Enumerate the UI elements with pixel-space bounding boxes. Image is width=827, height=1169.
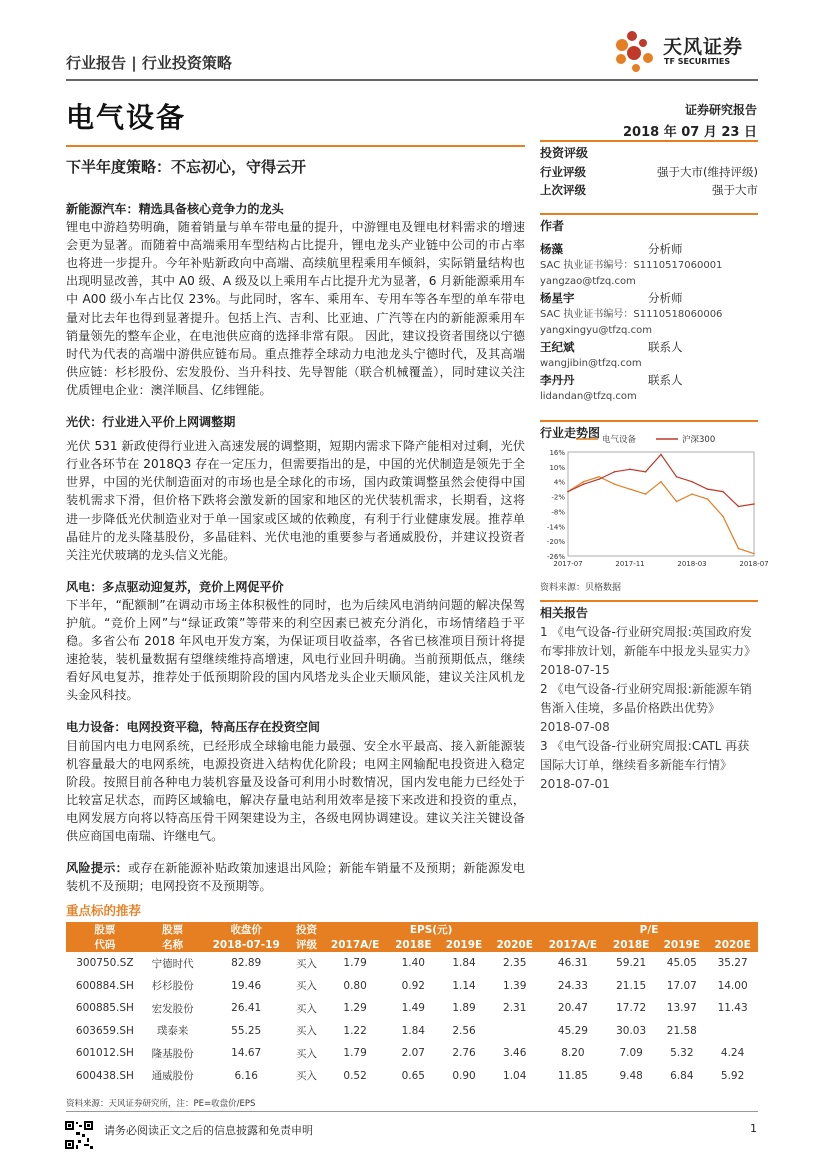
page-number: 1 [750,1122,757,1135]
table-cell: 82.89 [231,957,262,970]
section-heading: 新能源汽车：精选具备核心竞争力的龙头 [66,202,284,216]
x-tick-label: 2017-11 [615,560,645,568]
table-cell: 1.49 [401,1002,425,1015]
industry-trend-chart [540,428,769,578]
table-cell: 17.07 [666,979,697,992]
table-cell: 宁德时代 [151,957,194,970]
table-cell: 13.97 [666,1002,697,1015]
table-cell: 600885.SH [75,1002,134,1015]
series-point [753,553,755,555]
series-point [707,488,709,490]
table-cell: 隆基股份 [151,1047,194,1060]
author-email-link[interactable]: wangjibin@tfzq.com [540,358,642,369]
series-point [722,491,724,493]
table-cell: 35.27 [717,957,748,970]
series-point [629,488,631,490]
section-body: 目前国内电力电网系统，已经形成全球输电能力最强、安全水平最高、接入新能源装机容量最大的电网系统，电源投资进入结构优化阶段；电网主网输配电投资进入稳定阶段。按照目前各种电力装机容量及设备可利用小时数情况，国内发电能力已经处于比较富足状态，而跨区域输电，解决存量电站利用效率是接下来改进和投资的重点，电网发展方向将以特高压骨干网架建设为主，各级电网协调建设。建议关注关键设备供应商国电南瑞、许继电气。 [66,738,525,843]
table-cell: 7.09 [619,1047,643,1060]
sidebar [540,140,758,443]
section-body: 锂电中游趋势明确，随着销量与单车带电量的提升，中游锂电及锂电材料需求的增速会更为显著。而随着中高端乘用车型结构占比提升，锂电龙头产业链中公司的市占率也将进一步提升。今年补贴新政向中高端、高续航里程乘用车倾斜，实际销量结构也出现明显改善，其中 A0 级、A 级及以上乘用车占比提升尤为显著，6 月新能源乘用车中 A00 级小车占比仅 23%。与此同时，客车、乘用车、专用车等各车型的单车带电量对比去年也得到显著提升。包括上汽、吉利、比亚迪、广汽等在内的新能源乘用车销量领先的整车企业，在电池供应商的选择非常有限。 因此，建议投资者围绕以宁德时代为代表的高端中游供应链布局。重点推荐全球动力电池龙头宁德时代，及其高端供应链：杉杉股份、宏发股份、当升科技、先导智能（联合机械覆盖），同时建议关注优质锂电企业：澳洋顺昌、亿纬锂能。 [66,220,525,397]
table-cell: 9.48 [619,1069,643,1082]
section-heading: 光伏：行业进入平价上网调整期 [66,415,236,430]
table-cell: 璞泰来 [156,1025,189,1038]
table-cell: 1.79 [343,1047,367,1060]
table-cell: 买入 [296,1025,318,1038]
report-date: 2018 年 07 月 23 日 [623,125,757,140]
table-cell: 2.76 [452,1047,476,1060]
table-cell: 601012.SH [75,1047,134,1060]
author-email-link[interactable]: yangxingyu@tfzq.com [540,325,652,336]
table-cell: 45.05 [666,957,697,970]
table-cell: 1.84 [401,1024,425,1037]
table-subheader: 评级 [291,937,322,952]
table-cell: 1.79 [343,957,367,970]
authors-title: 作者 [540,219,565,233]
rating-title: 投资评级 [540,146,589,160]
risk-label: 风险提示： [66,861,129,876]
table-title: 重点标的推荐 [66,903,142,918]
series-point [691,493,693,495]
table-cell: 14.67 [231,1047,262,1060]
series-point [614,483,616,485]
table-subheader: 2020E [489,937,540,952]
table-subheader: 2019E [656,937,707,952]
table-cell: 1.89 [452,1002,476,1015]
chart-source: 资料来源：贝格数据 [540,583,622,593]
table-row [66,1020,758,1043]
table-cell: 17.72 [616,1002,647,1015]
table-source: 资料来源：天风证券研究所，注：PE=收盘价/EPS [66,1099,256,1109]
table-subheader: 2019E [439,937,490,952]
series-point [660,454,662,456]
table-cell: 3.46 [503,1047,527,1060]
series-point [738,548,740,550]
report-subtitle: 下半年度策略：不忘初心，守得云开 [66,158,307,176]
table-subheader: 2020E [707,937,758,952]
table-row [66,1065,758,1088]
series-point [676,501,678,503]
y-tick-label: 10% [549,463,565,472]
table-cell: 21.15 [616,979,647,992]
table-cell: 1.29 [343,1002,367,1015]
table-cell: 1.40 [401,957,425,970]
table-cell: 5.32 [670,1047,694,1060]
table-cell: 55.25 [231,1024,262,1037]
table-cell: 30.03 [616,1024,647,1037]
table-cell: 买入 [296,1047,318,1060]
report-type: 证券研究报告 [684,103,757,117]
table-row [66,975,758,998]
y-tick-label: -2% [551,493,565,502]
table-cell: 0.52 [343,1069,367,1082]
header-divider [66,79,758,81]
y-tick-label: -20% [546,538,565,547]
risk-text: 或存在新能源补贴政策加速退出风险；新能车销量不及预期；新能源发电装机不及预期；电网投资不及预期等。 [66,861,525,894]
table-cell: 4.24 [720,1047,745,1060]
series-line-1 [568,454,754,506]
legend-label: 电气设备 [602,435,637,445]
section-heading: 风电：多点驱动迎复苏，竞价上网促平价 [66,579,284,594]
table-header: 股票 [144,922,202,937]
table-subheader: 2018E [388,937,439,952]
table-cell: 0.65 [401,1069,425,1082]
x-tick-label: 2018-07 [739,560,769,568]
author-entry: 杨藻 分析师 SAC 执业证书编号：S1110517060001 yangzao@tfzq.com [540,242,723,287]
trend-title: 行业走势图 [540,426,601,440]
table-subheader: 2017A/E [540,937,606,952]
table-header: P/E [540,922,758,937]
disclaimer: 请务必阅读正文之后的信息披露和免责申明 [104,1124,313,1137]
table-cell: 2.31 [503,1002,527,1015]
series-point [629,469,631,471]
section-body: 下半年，“配额制”在调动市场主体积极性的同时，也为后续风电消纳问题的解决保驾护航。“竞价上网”与“绿证政策”等带来的利空因素已被充分消化，市场情绪趋于平稳。多省公布 2018 年风电开发方案，为保证项目收益率，各省已核准项目预计将提速抢装，装机量数据有望继续维持高增速，风电行业回升明确。当前预期低点，继续看好风电复苏，推荐处于低预期阶段的国内风塔龙头企业天顺风能，建议关注风机龙头金风科技。 [66,597,525,703]
related-title: 相关报告 [540,606,589,620]
footer-divider [66,1111,758,1112]
rating-row: 上次评级 强于大市 [540,183,758,197]
related-reports [540,600,758,794]
risk-note [66,859,525,895]
table-cell [707,1020,758,1043]
table-cell: 20.47 [557,1002,588,1015]
table-cell [489,1020,540,1043]
series-point [583,481,585,483]
table-row [66,1042,758,1065]
breadcrumb: 行业报告 | 行业投资策略 [66,54,232,72]
y-tick-label: -8% [551,508,565,517]
author-email-link[interactable]: lidandan@tfzq.com [540,391,637,402]
series-point [614,471,616,473]
table-cell: 45.29 [557,1024,588,1037]
series-point [660,481,662,483]
legend-label: 沪深300 [682,435,716,445]
table-header: 投资 [291,922,322,937]
series-point [583,483,585,485]
table-cell: 2.07 [401,1047,425,1060]
table-cell: 19.46 [231,979,262,992]
main-content [66,200,525,895]
y-tick-label: -14% [546,523,565,532]
series-point [722,516,724,518]
logo-english: TF SECURITIES [664,57,731,66]
related-item[interactable]: 3 《电气设备-行业研究周报:CATL 再获国际大订单，继续看多新能车行情》 2018-07-01 [540,739,750,791]
table-cell: 买入 [296,1002,318,1015]
table-cell: 通威股份 [151,1070,194,1083]
table-header: EPS(元) [322,922,540,937]
related-item[interactable]: 1 《电气设备-行业研究周报:英国政府发布零排放计划，新能车中报龙头显实力》 2018-07-15 [540,625,757,677]
table-cell: 0.90 [452,1069,476,1082]
page-title: 电气设备 [66,101,187,134]
author-email-link[interactable]: yangzao@tfzq.com [540,276,636,287]
table-cell: 杉杉股份 [151,980,194,993]
x-tick-label: 2017-07 [553,560,583,568]
table-cell: 2.35 [503,957,527,970]
stock-table [66,922,758,1087]
table-cell: 1.04 [503,1069,527,1082]
table-cell: 24.33 [557,979,588,992]
y-tick-label: 4% [553,478,565,487]
y-tick-label: -26% [546,553,565,561]
series-point [598,476,600,478]
table-row [66,997,758,1020]
x-tick-label: 2018-03 [677,560,707,568]
series-line-0 [568,477,754,554]
table-cell: 59.21 [616,957,647,970]
series-point [738,506,740,508]
table-cell: 6.16 [234,1069,258,1082]
table-subheader: 名称 [144,937,202,952]
table-cell: 8.20 [561,1047,585,1060]
table-cell: 26.41 [231,1002,262,1015]
table-cell: 宏发股份 [151,1002,194,1015]
related-item[interactable]: 2 《电气设备-行业研究周报:新能源车销售渐入佳境，多晶价格跌出优势》 2018-07-08 [540,682,752,734]
title-divider [66,145,525,147]
table-cell: 0.80 [343,979,367,992]
author-entry: 李丹丹 联系人 lidandan@tfzq.com [540,373,683,402]
series-point [645,471,647,473]
table-cell: 6.84 [670,1069,694,1082]
table-cell: 1.84 [452,957,476,970]
section-heading: 电力设备：电网投资平稳，特高压存在投资空间 [66,720,320,735]
table-header: 收盘价 [202,922,291,937]
series-point [753,503,755,505]
plot-frame [568,452,754,556]
author-entry: 杨星宇 分析师 SAC 执业证书编号：S1110518060006 yangxingyu@tfzq.com [540,291,723,336]
table-cell: 600884.SH [75,979,134,992]
table-cell: 买入 [296,957,318,970]
table-cell: 14.00 [717,979,748,992]
series-point [567,491,569,493]
table-cell: 46.31 [557,957,588,970]
table-cell: 2.56 [452,1024,476,1037]
section-body: 光伏 531 新政使得行业进入高速发展的调整期，短期内需求下降产能相对过剩，光伏行业各环节在 2018Q3 存在一定压力，但需要指出的是，中国的光伏制造是领先于全世界，中国的光伏制造面对的市场也是全球化的市场，国内政策调整虽然会使得中国装机需求下滑，但价格下跌将会激发新的国家和地区的光伏装机需求，长期看，这将进一步降低光伏制造业对于单一国家或区域的依赖度，有利于行业健康发展。推荐单晶硅片的龙头隆基股份，多晶硅料、光伏电池的重要参与者通威股份，并建议投资者关注光伏玻璃的龙头信义光能。 [66,439,525,562]
table-row [66,952,758,975]
series-point [645,493,647,495]
table-cell: 21.58 [666,1024,697,1037]
table-cell: 11.85 [557,1069,588,1082]
table-cell: 买入 [296,980,318,993]
table-cell: 600438.SH [75,1069,134,1082]
table-cell: 5.92 [720,1069,745,1082]
author-entry: 王纪斌 联系人 wangjibin@tfzq.com [540,340,683,369]
series-point [676,476,678,478]
qr-code-icon [64,1120,94,1150]
table-cell: 1.39 [503,979,527,992]
table-cell: 300750.SZ [76,957,134,970]
table-cell: 买入 [296,1070,318,1083]
series-point [707,498,709,500]
table-subheader: 2018E [606,937,657,952]
rating-row: 行业评级 强于大市(维持评级) [540,165,758,179]
table-cell: 0.92 [401,979,425,992]
y-tick-label: 16% [549,449,565,457]
table-cell: 11.43 [717,1002,748,1015]
table-subheader: 2018-07-19 [202,937,291,952]
series-point [691,481,693,483]
logo-text: 天风证券 [663,36,744,58]
table-subheader: 代码 [66,937,144,952]
table-subheader: 2017A/E [322,937,388,952]
table-cell: 1.22 [343,1024,367,1037]
table-header: 股票 [66,922,144,937]
table-cell: 603659.SH [75,1024,134,1037]
series-point [598,478,600,480]
table-cell: 1.14 [452,979,476,992]
